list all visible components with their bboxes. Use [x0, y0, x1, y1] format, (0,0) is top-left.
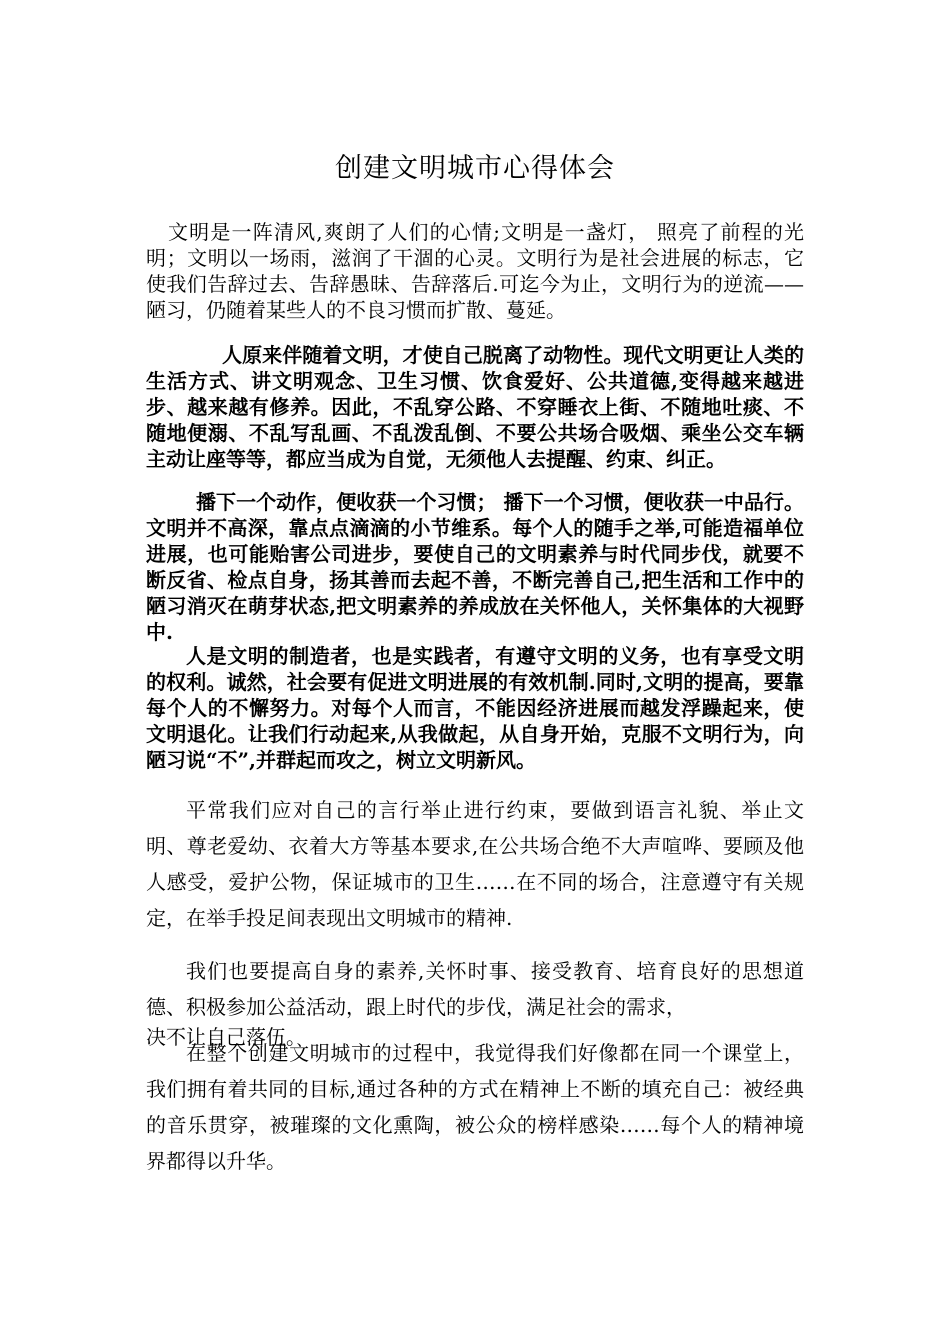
- paragraph-1: 文明是一阵清风,爽朗了人们的心情;文明是一盏灯， 照亮了前程的光明；文明以一场雨，滋润了干涸的心灵。文明行为是社会进展的标志，它使我们告辞过去、告辞愚昧、告辞落后.可迄今为止，文明行为的逆流——陋习，仍随着某些人的不良习惯而扩散、蔓延。: [146, 220, 804, 322]
- document-title: 创建文明城市心得体会: [335, 153, 615, 185]
- paragraph-6-text: 我们也要提高自身的素养,关怀时事、接受教育、培育良好的思想道德、积极参加公益活动，跟上时代的步伐，满足社会的需求，: [146, 959, 804, 1019]
- paragraph-7: 在整个创建文明城市的过程中，我觉得我们好像都在同一个课堂上，我们拥有着共同的目标,通过各种的方式在精神上不断的填充自己：被经典的音乐贯穿，被璀璨的文化熏陶，被公众的榜样感染……每个人的精神境界都得以升华。: [146, 1041, 804, 1173]
- paragraph-4: 人是文明的制造者，也是实践者，有遵守文明的义务，也有享受文明的权利。诚然，社会要有促进文明进展的有效机制.同时,文明的提高，要靠每个人的不懈努力。对每个人而言，不能因经济进展而越发浮躁起来，使文明退化。让我们行动起来,从我做起，从自身开始，克服不文明行为，向陋习说“不”,并群起而攻之，树立文明新风。: [146, 644, 804, 772]
- paragraph-6-last-line: 决不让自己落伍。: [146, 1025, 306, 1049]
- paragraph-3: 播下一个动作，便收获一个习惯； 播下一个习惯，便收获一中品行。文明并不高深，靠点点滴滴的小节维系。每个人的随手之举,可能造福单位进展，也可能贻害公司进步，要使自己的文明素养与时代同步伐，就要不断反省、检点自身，扬其善而去起不善，不断完善自己,把生活和工作中的陋习消灭在萌芽状态,把文明素养的养成放在关怀他人，关怀集体的大视野中.: [146, 490, 804, 644]
- paragraph-2: 人原来伴随着文明，才使自己脱离了动物性。现代文明更让人类的生活方式、讲文明观念、卫生习惯、饮食爱好、公共道德,变得越来越进步、越来越有修养。因此，不乱穿公路、不穿睡衣上街、不随地吐痰、不随地便溺、不乱写乱画、不乱泼乱倒、不要公共场合吸烟、乘坐公交车辆主动让座等等，都应当成为自觉，无须他人去提醒、约束、纠正。: [146, 343, 804, 471]
- paragraph-5: 平常我们应对自己的言行举止进行约束，要做到语言礼貌、举止文明、尊老爱幼、衣着大方等基本要求,在公共场合绝不大声喧哗、要顾及他人感受，爱护公物，保证城市的卫生……在不同的场合，注意遵守有关规定，在举手投足间表现出文明城市的精神.: [146, 798, 804, 930]
